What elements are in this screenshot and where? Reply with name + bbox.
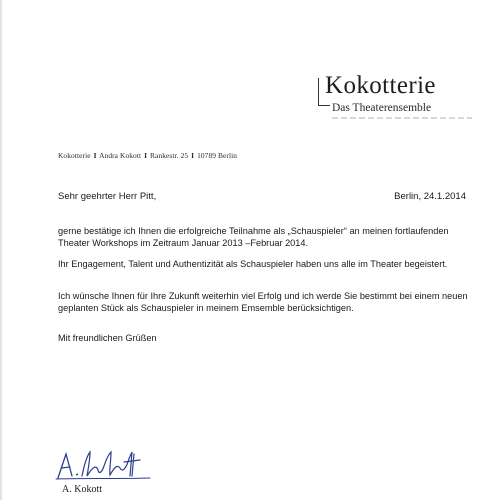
logo-scan-smudge (332, 117, 472, 119)
sender-separator: I (144, 151, 148, 160)
sender-person: Andra Kokott (99, 151, 142, 160)
paragraph-confirmation: gerne bestätige ich Ihnen die erfolgreiche Teilnahme als „Schauspieler“ an meinen fortlaufenden Theater Workshops im Zeitraum Januar 2013 –Februar 2014. (58, 226, 449, 249)
scan-edge-shadow (0, 0, 3, 500)
logo-bracket-vertical (318, 78, 319, 106)
letterhead-logo (318, 74, 488, 124)
sender-separator: I (191, 151, 195, 160)
salutation: Sehr geehrter Herr Pitt, (58, 191, 157, 202)
sender-separator: I (93, 151, 97, 160)
place-date: Berlin, 24.1.2014 (394, 191, 466, 202)
sender-address-line (58, 151, 237, 160)
letterhead-subtitle: Das Theaterensemble (332, 102, 432, 114)
signer-name: A. Kokott (62, 484, 102, 495)
sender-city: 10789 Berlin (197, 151, 238, 160)
paragraph-wishes: Ich wünsche Ihnen für Ihre Zukunft weiterhin viel Erfolg und ich werde Sie bestimmt bei einem neuen geplanten Stück als Schauspieler in meinem Emsemble berücksichtigen. (58, 291, 468, 314)
closing-greeting: Mit freundlichen Grüßen (58, 333, 157, 343)
logo-bracket-horizontal (318, 105, 330, 106)
handwritten-signature (54, 448, 154, 482)
letterhead-name: Kokotterie (325, 72, 436, 99)
paragraph-praise: Ihr Engagement, Talent und Authentizität als Schauspieler haben uns alle im Theater begeistert. (58, 259, 448, 269)
sender-street: Rankestr. 25 (150, 151, 189, 160)
sender-name: Kokotterie (58, 151, 91, 160)
